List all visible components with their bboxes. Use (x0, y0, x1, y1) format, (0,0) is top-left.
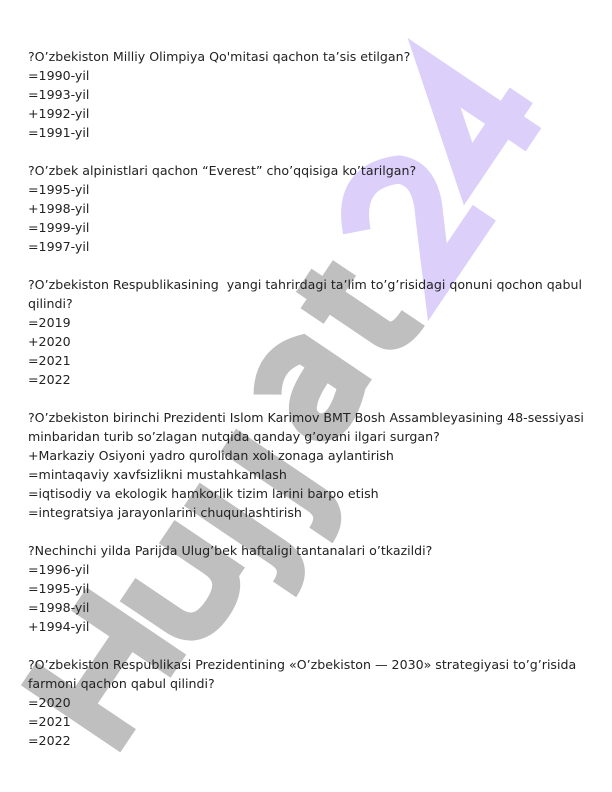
answer-option: =1993-yil (28, 87, 90, 102)
answer-option: =1991-yil (28, 125, 90, 140)
question-block (28, 47, 588, 142)
question-block (28, 655, 588, 750)
answer-option: =1999-yil (28, 220, 90, 235)
answer-option: =1998-yil (28, 600, 90, 615)
answer-option: =iqtisodiy va ekologik hamkorlik tizim larini barpo etish (28, 486, 379, 501)
answer-option: =1990-yil (28, 68, 90, 83)
question-text: ?O’zbekiston birinchi Prezidenti Islom Karimov BMT Bosh Assambleyasining 48-sessiyasi minbaridan turib so’zlagan nutqida qanday g’oyani ilgari surgan? (28, 410, 588, 444)
question-block (28, 408, 588, 522)
answer-option: =mintaqaviy xavfsizlikni mustahkamlash (28, 467, 287, 482)
answer-option: =1995-yil (28, 182, 90, 197)
answer-option: +Markaziy Osiyoni yadro qurolidan xoli zonaga aylantirish (28, 448, 394, 463)
question-text: ?Nechinchi yilda Parijda Ulug’bek haftaligi tantanalari o’tkazildi? (28, 543, 433, 558)
answer-option: =integratsiya jarayonlarini chuqurlashtirish (28, 505, 302, 520)
question-text: ?O’zbekiston Milliy Olimpiya Qo'mitasi qachon ta’sis etilgan? (28, 49, 411, 64)
answer-option: +1992-yil (28, 106, 90, 121)
question-text: ?O’zbek alpinistlari qachon “Everest” cho’qqisiga ko’tarilgan? (28, 163, 417, 178)
answer-option: =2022 (28, 733, 71, 748)
question-block (28, 541, 588, 636)
answer-option: =1996-yil (28, 562, 90, 577)
answer-option: =1995-yil (28, 581, 90, 596)
answer-option: =2021 (28, 714, 71, 729)
answer-option: +2020 (28, 334, 71, 349)
question-block (28, 161, 588, 256)
answer-option: =2021 (28, 353, 71, 368)
document-body (28, 47, 588, 769)
answer-option: =2020 (28, 695, 71, 710)
answer-option: +1994-yil (28, 619, 90, 634)
question-block (28, 275, 588, 389)
question-text: ?O’zbekiston Respublikasining yangi tahrirdagi ta’lim to’g’risidagi qonuni qochon qabul qilindi? (28, 277, 586, 311)
answer-option: =1997-yil (28, 239, 90, 254)
answer-option: =2022 (28, 372, 71, 387)
question-text: ?O’zbekiston Respublikasi Prezidentining «O’zbekiston — 2030» strategiyasi to’g’risida farmoni qachon qabul qilindi? (28, 657, 581, 691)
answer-option: +1998-yil (28, 201, 90, 216)
answer-option: =2019 (28, 315, 71, 330)
